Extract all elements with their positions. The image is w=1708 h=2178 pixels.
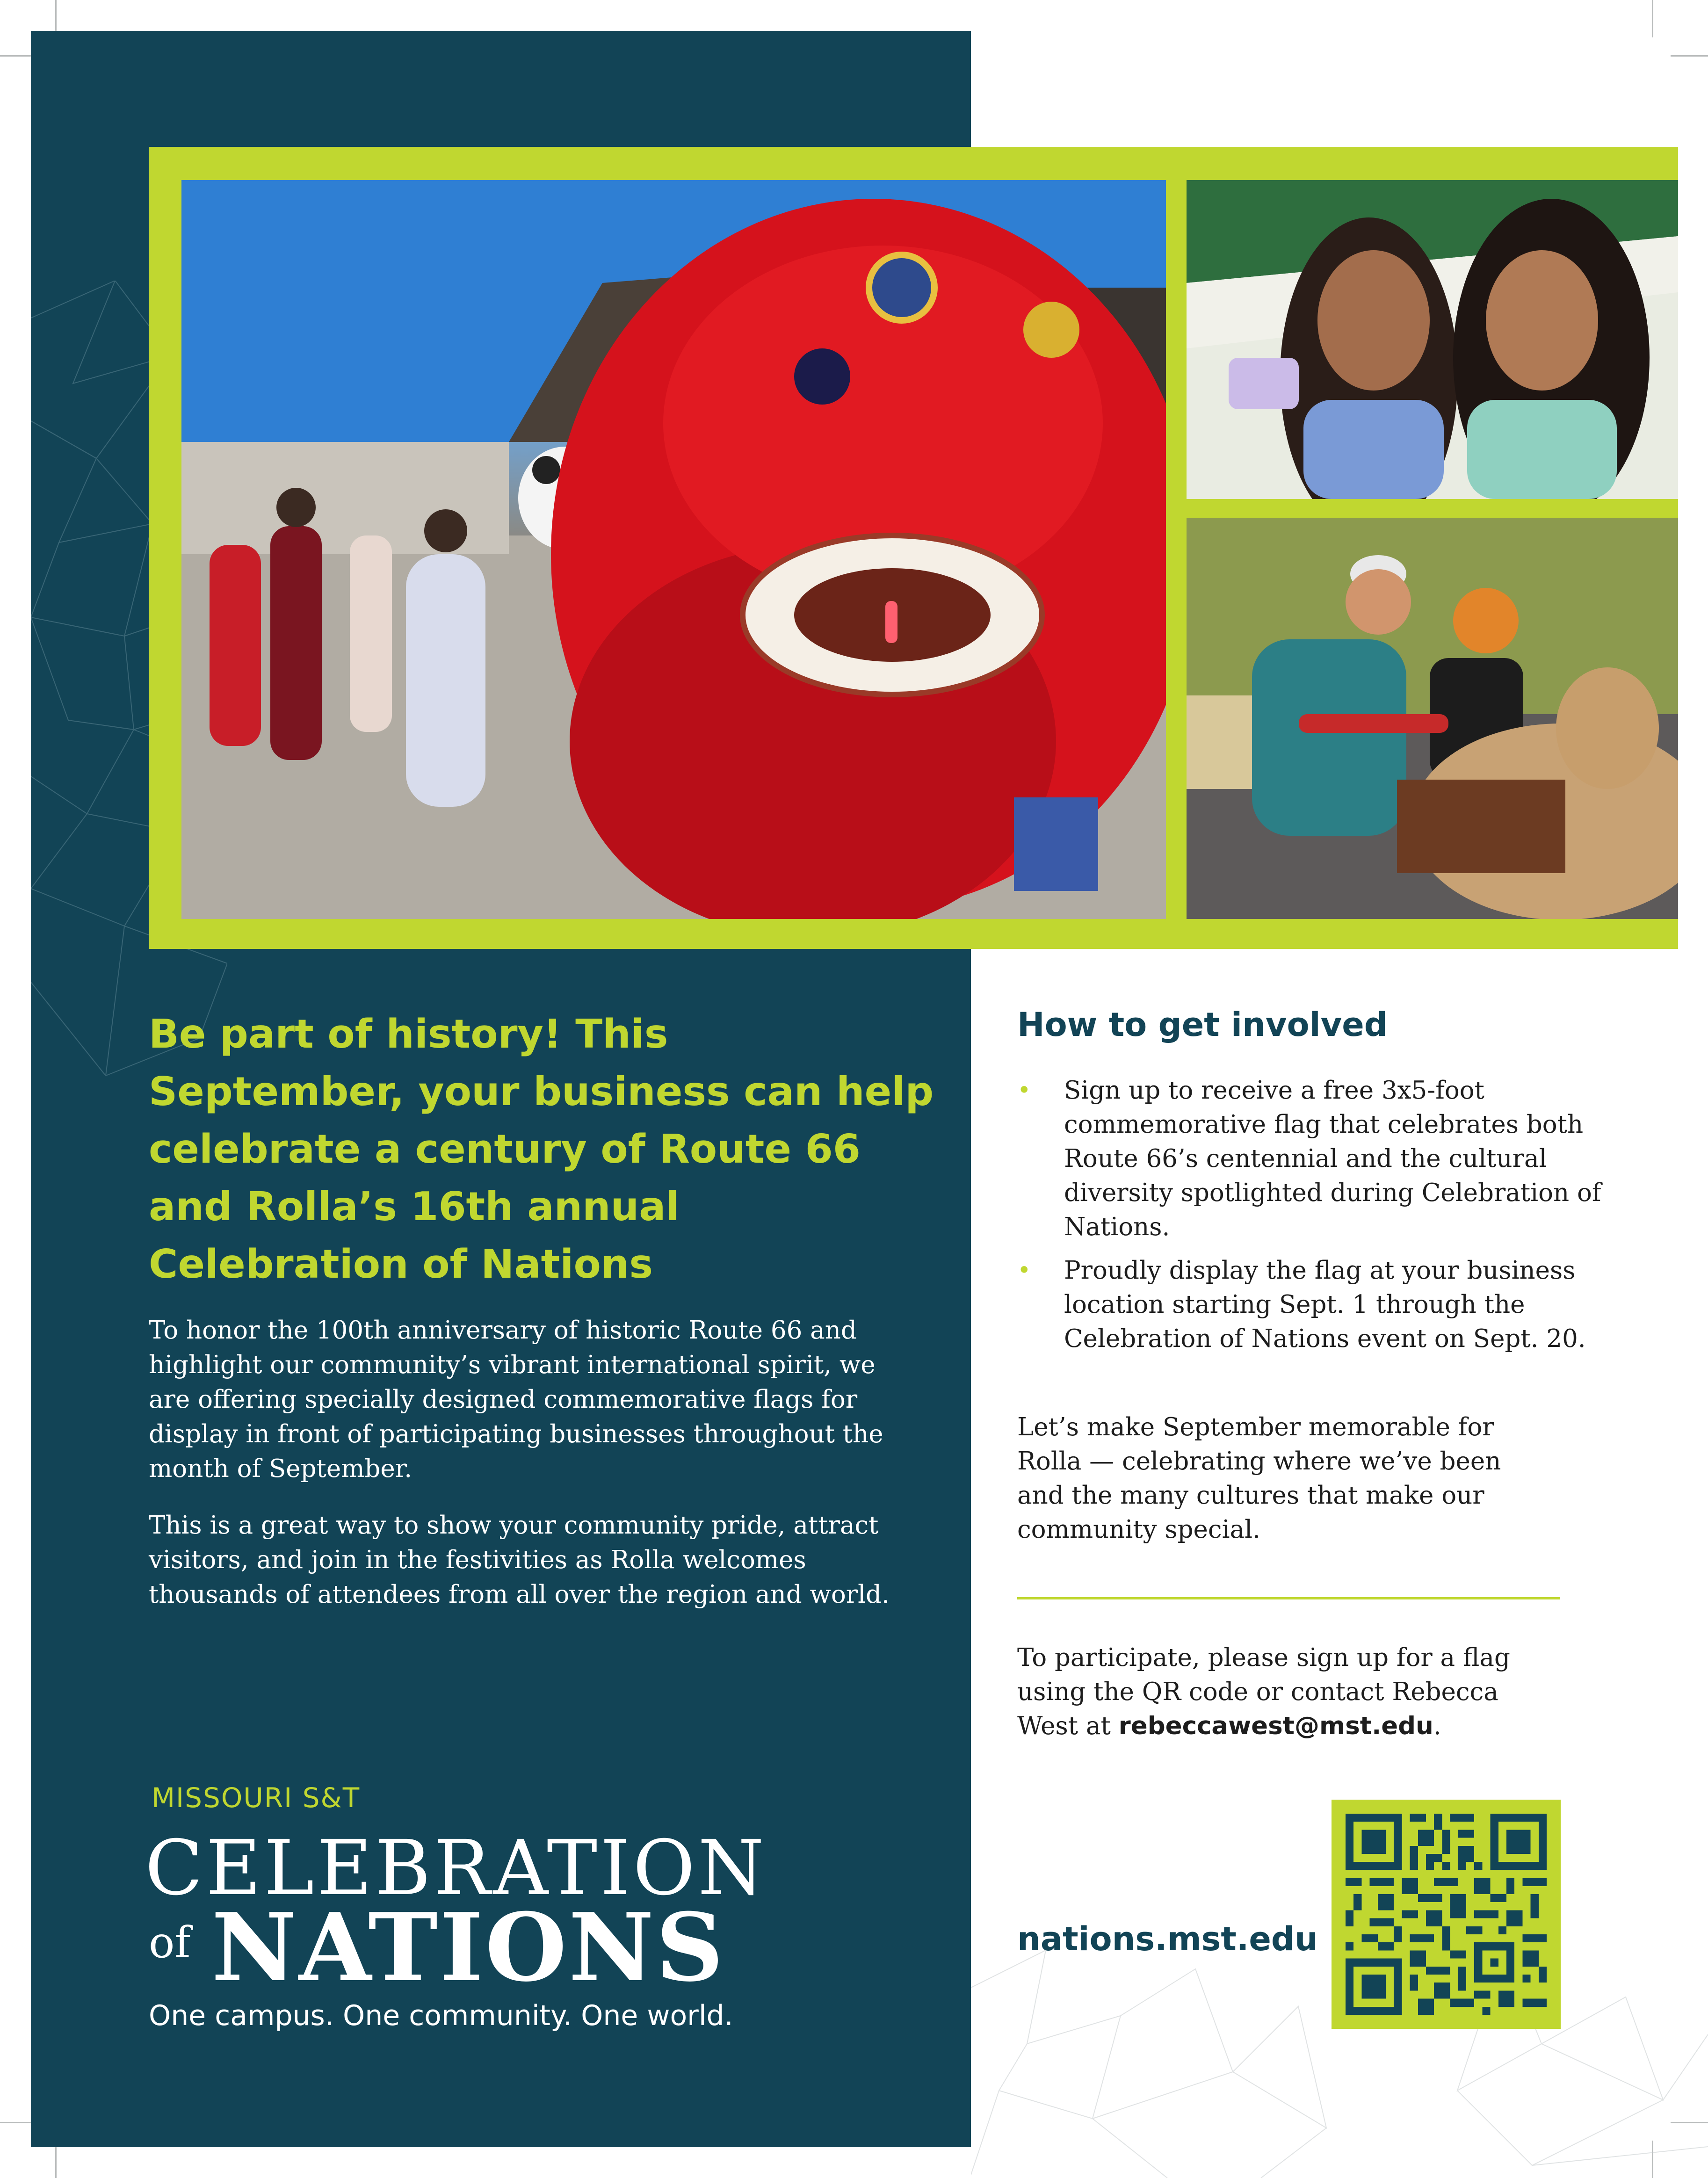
closing-paragraph: Let’s make September memorable for Rolla — celebrating where we’ve been and the many cultures that make our community special.: [1017, 1413, 1501, 1544]
intro-paragraph: To honor the 100th anniversary of historic Route 66 and highlight our community’s vibrant international spirit, we are offering specially designed commemorative flags for display in front of participating businesses throughout the month of September.: [149, 1316, 883, 1483]
crop-mark: [1652, 0, 1653, 37]
photo-two-women: [1187, 180, 1678, 499]
divider: [1017, 1597, 1560, 1599]
bullet-icon: •: [1017, 1257, 1031, 1284]
participation-paragraph: [1017, 1641, 1550, 1743]
qr-code-icon[interactable]: [1346, 1814, 1547, 2015]
community-paragraph: This is a great way to show your community pride, attract visitors, and join in the festivities as Rolla welcomes thousands of attendees from all over the region and world.: [149, 1511, 890, 1609]
logo-eyebrow: MISSOURI S&T: [152, 1782, 361, 1814]
photo-camel-ride: [1187, 518, 1678, 919]
participation-end: .: [1433, 1712, 1441, 1740]
crop-mark: [1671, 55, 1708, 57]
email-link[interactable]: rebeccawest@mst.edu: [1118, 1712, 1433, 1740]
headline: Be part of history! This September, your business can help celebrate a century of Route 66 and Rolla’s 16th annual Celebration of Nations: [149, 1011, 934, 1288]
logo-line-nations: NATIONS: [211, 1893, 725, 2003]
list-item: [1017, 1253, 1602, 1356]
photo-lion-dance: [181, 180, 1166, 919]
logo-of: of: [149, 1918, 191, 1968]
involvement-list: [1017, 1073, 1602, 1365]
logo-line-celebration: CELEBRATION: [145, 1824, 767, 1912]
logo-tagline: One campus. One community. One world.: [149, 1999, 733, 2032]
website-link[interactable]: nations.mst.edu: [1017, 1920, 1318, 1958]
qr-code-panel[interactable]: [1332, 1800, 1561, 2029]
list-item: [1017, 1073, 1602, 1244]
section-title: How to get involved: [1017, 1006, 1388, 1044]
list-item-text: Sign up to receive a free 3x5-foot commemorative flag that celebrates both Route 66’s centennial and the cultural diversity spotlighted during Celebration of Nations.: [1064, 1076, 1601, 1241]
bullet-icon: •: [1017, 1077, 1031, 1104]
participation-text: To participate, please sign up for a flag using the QR code or contact Rebecca West at: [1017, 1643, 1510, 1740]
list-item-text: Proudly display the flag at your business location starting Sept. 1 through the Celebration of Nations event on Sept. 20.: [1064, 1256, 1586, 1353]
